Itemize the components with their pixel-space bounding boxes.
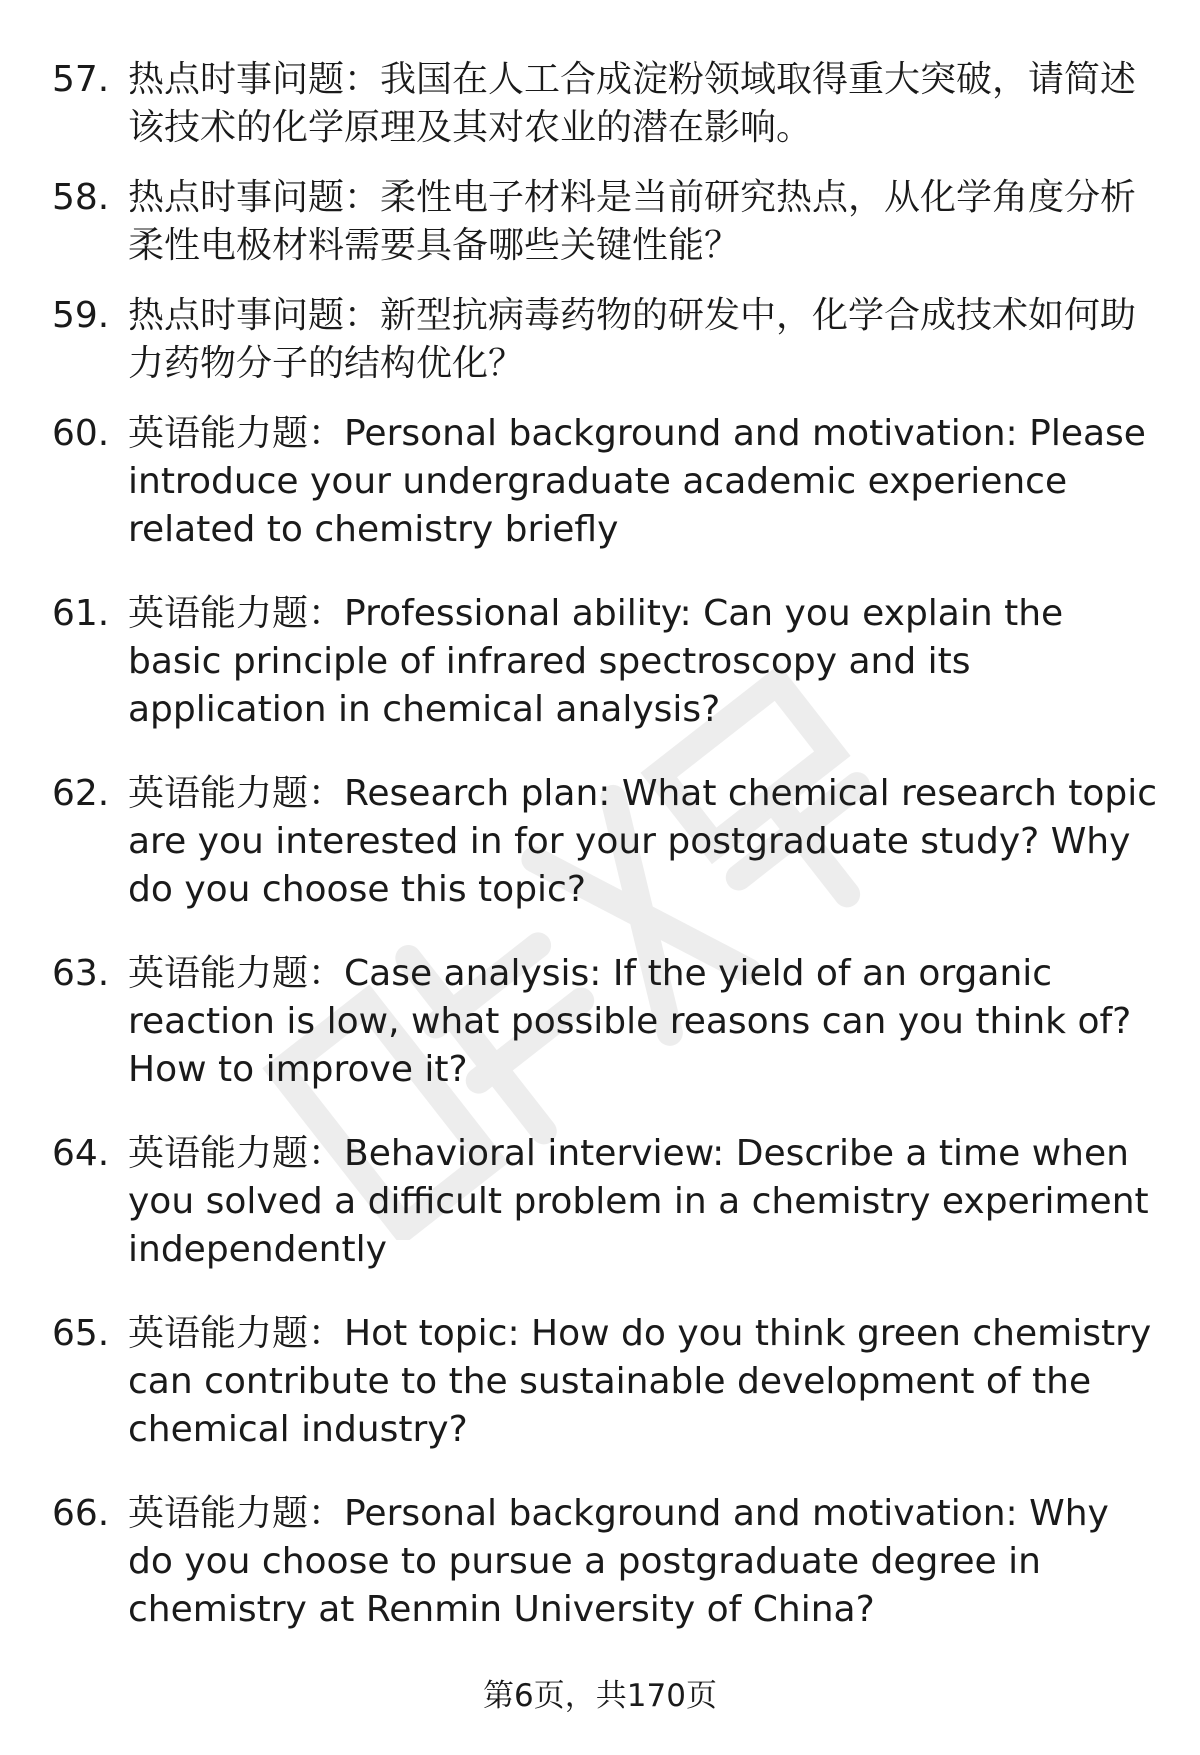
question-number: 62. xyxy=(52,773,110,814)
question-text: 英语能力题：Hot topic: How do you think green chemistry can contribute to the sustainable development of the chemical industry? xyxy=(128,1313,1152,1450)
question-text: 英语能力题：Case analysis: If the yield of an organic reaction is low, what possible reasons can you think of? How to improve it? xyxy=(128,953,1132,1090)
question-number: 58. xyxy=(52,177,110,218)
question-item xyxy=(52,1310,1162,1454)
question-number: 65. xyxy=(52,1313,110,1354)
question-item xyxy=(52,1490,1162,1634)
question-number: 60. xyxy=(52,413,110,454)
question-text: 热点时事问题：柔性电子材料是当前研究热点，从化学角度分析柔性电极材料需要具备哪些关键性能？ xyxy=(128,177,1137,266)
question-text: 英语能力题：Research plan: What chemical research topic are you interested in for your postgraduate study? Why do you choose this topic? xyxy=(128,773,1158,910)
question-item xyxy=(52,950,1162,1094)
question-number: 57. xyxy=(52,59,110,100)
question-text: 热点时事问题：新型抗病毒药物的研发中，化学合成技术如何助力药物分子的结构优化？ xyxy=(128,295,1137,384)
question-text: 英语能力题：Behavioral interview: Describe a time when you solved a difficult problem in a chemistry experiment independently xyxy=(128,1133,1149,1270)
question-item xyxy=(52,174,1162,270)
question-text: 热点时事问题：我国在人工合成淀粉领域取得重大突破，请简述该技术的化学原理及其对农业的潜在影响。 xyxy=(128,59,1137,148)
question-number: 66. xyxy=(52,1493,110,1534)
question-number: 59. xyxy=(52,295,110,336)
question-item xyxy=(52,56,1162,152)
page-footer: 第6页，共170页 xyxy=(483,1678,717,1714)
question-item xyxy=(52,410,1162,554)
question-item xyxy=(52,590,1162,734)
question-number: 64. xyxy=(52,1133,110,1174)
question-text: 英语能力题：Personal background and motivation: Why do you choose to pursue a postgraduate degree in chemistry at Renmin University of China? xyxy=(128,1493,1109,1630)
question-number: 63. xyxy=(52,953,110,994)
question-item xyxy=(52,1130,1162,1274)
question-item xyxy=(52,292,1162,388)
question-number: 61. xyxy=(52,593,110,634)
question-text: 英语能力题：Personal background and motivation: Please introduce your undergraduate academic experience related to chemistry briefly xyxy=(128,413,1146,550)
question-text: 英语能力题：Professional ability: Can you explain the basic principle of infrared spectroscopy and its application in chemical analysis? xyxy=(128,593,1064,730)
question-item xyxy=(52,770,1162,914)
